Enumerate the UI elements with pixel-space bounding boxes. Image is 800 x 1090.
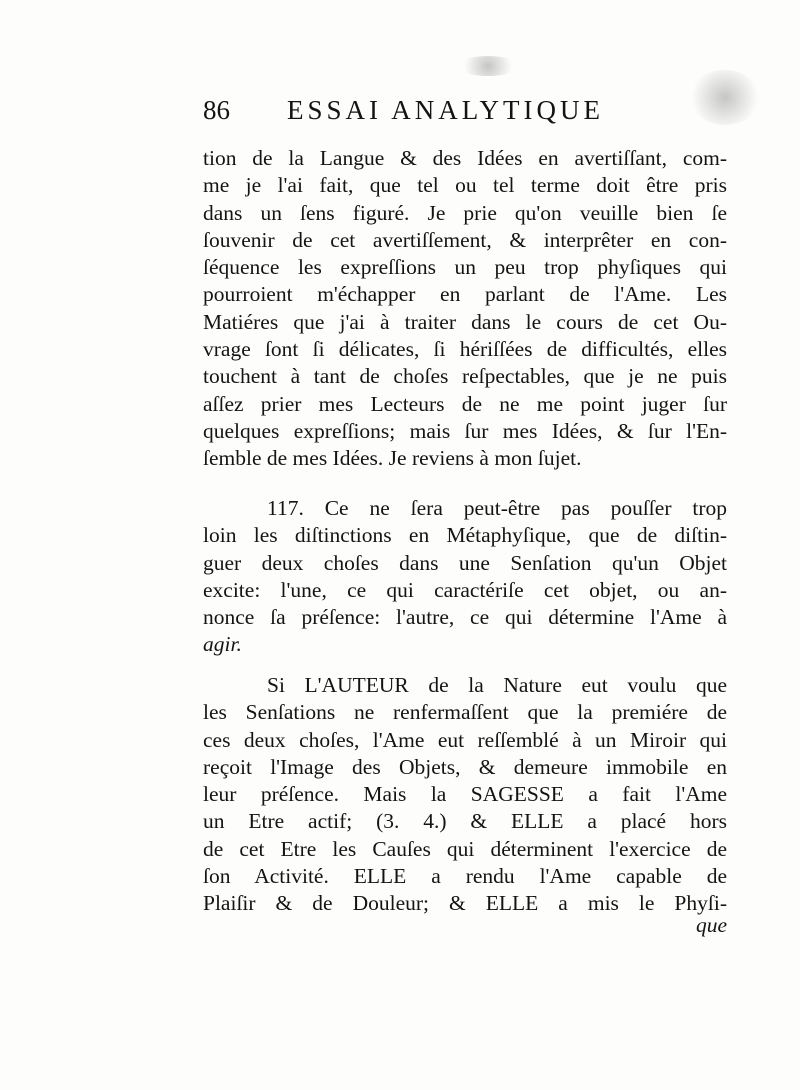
text-line: Matiéres que j'ai à traiter dans le cours de cet Ou-	[203, 309, 727, 334]
running-header	[203, 90, 723, 130]
text-line: de cet Etre les Cauſes qui déterminent l'exercice de	[203, 836, 727, 861]
text-line: Si L'AUTEUR de la Nature eut voulu que	[267, 673, 727, 697]
text-line: dans un ſens figuré. Je prie qu'on veuille bien ſe	[203, 200, 727, 225]
text-line: ſouvenir de cet avertiſſement, & interprêter en con-	[203, 227, 727, 252]
text-line: 117. Ce ne ſera peut-être pas pouſſer trop	[267, 496, 727, 520]
text-line: ces deux choſes, l'Ame eut reſſemblé à un Miroir qui	[203, 727, 727, 752]
catchword: que	[695, 913, 727, 937]
text-line: nonce ſa préſence: l'autre, ce qui détermine l'Ame à	[203, 605, 727, 630]
text-line: un Etre actif; (3. 4.) & ELLE a placé hors	[203, 809, 727, 834]
text-line: tion de la Langue & des Idées en avertiſſant, com-	[203, 146, 727, 170]
text-line: les Senſations ne renfermaſſent que la premiére de	[203, 700, 727, 725]
text-line: excite: l'une, ce qui caractériſe cet objet, ou an-	[203, 577, 727, 602]
text-line: touchent à tant de choſes reſpectables, que je ne puis	[203, 364, 727, 389]
text-line: guer deux choſes dans une Senſation qu'un Objet	[203, 550, 727, 575]
text-line: aſſez prier mes Lecteurs de ne me point juger ſur	[203, 391, 727, 416]
running-title: ESSAI ANALYTIQUE	[287, 95, 605, 125]
page-number: 86	[203, 95, 230, 125]
text-line: Plaiſir & de Douleur; & ELLE a mis le Phyſi-	[203, 891, 727, 916]
text-line: reçoit l'Image des Objets, & demeure immobile en	[203, 754, 727, 779]
paragraph-continuation	[203, 145, 727, 473]
paragraph-117	[203, 495, 727, 659]
text-line: ſemble de mes Idées. Je reviens à mon ſujet.	[203, 446, 582, 471]
text-line: vrage ſont ſi délicates, ſi hériſſées de difficultés, elles	[203, 337, 727, 362]
ink-smudge-top	[458, 56, 518, 76]
text-line: quelques expreſſions; mais ſur mes Idées, & ſur l'En-	[203, 418, 727, 443]
text-line: loin les diſtinctions en Métaphyſique, que de diſtin-	[203, 523, 727, 548]
text-line: pourroient m'échapper en parlant de l'Ame. Les	[203, 282, 727, 307]
text-line: leur préſence. Mais la SAGESSE a fait l'Ame	[203, 782, 727, 807]
text-line: me je l'ai fait, que tel ou tel terme doit être pris	[203, 173, 727, 198]
paragraph-author	[203, 672, 727, 918]
text-line: ſon Activité. ELLE a rendu l'Ame capable de	[203, 864, 727, 889]
text-line: ſéquence les expreſſions un peu trop phyſiques qui	[203, 255, 727, 280]
text-line: agir.	[203, 632, 242, 657]
